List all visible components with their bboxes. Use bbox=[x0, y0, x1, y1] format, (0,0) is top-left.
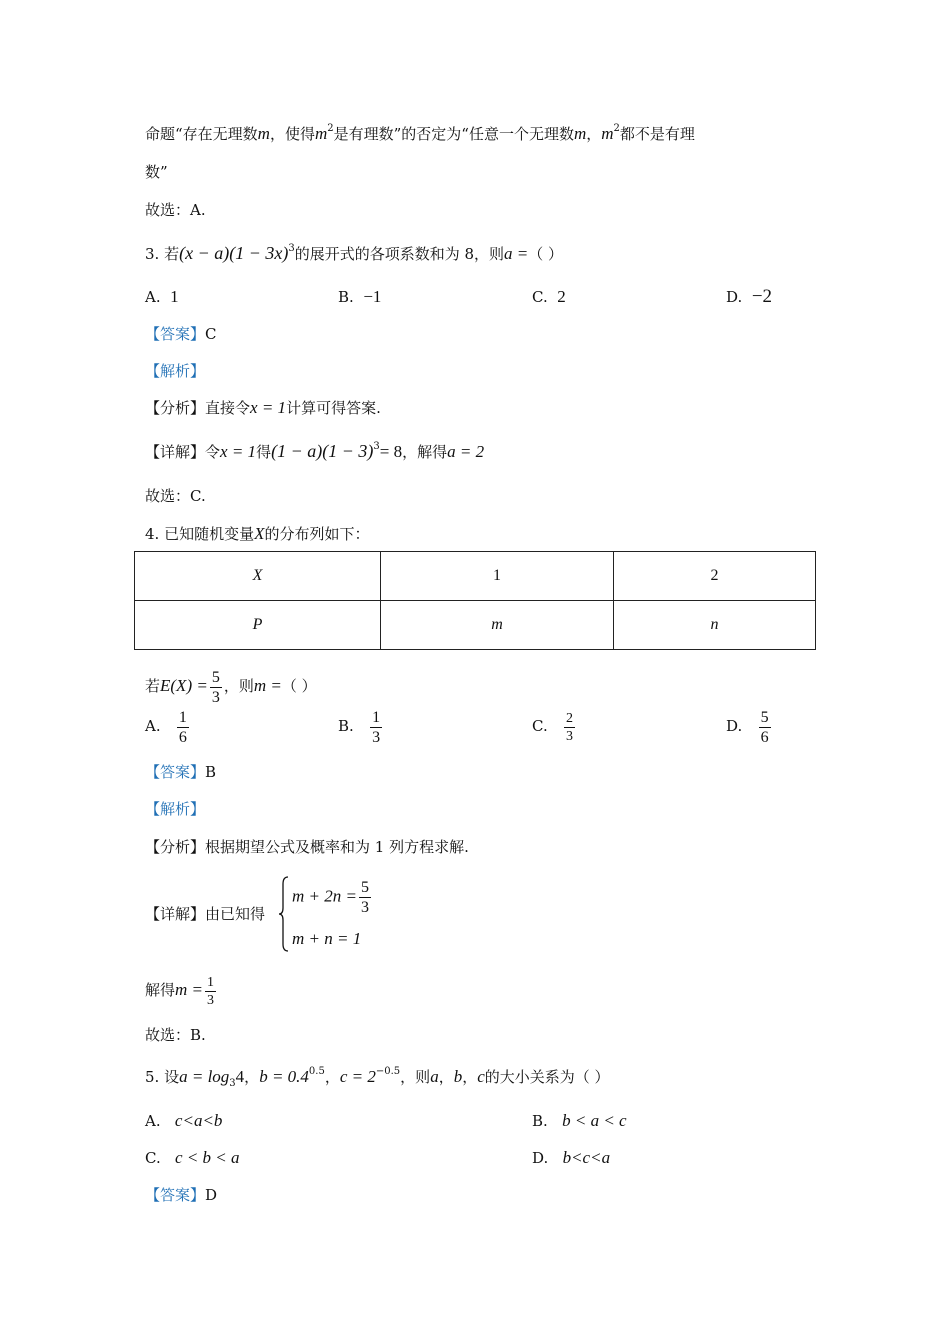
intro-text: 都不是有理 bbox=[619, 125, 695, 143]
intro-line-1 bbox=[145, 124, 695, 144]
q3-text: 的展开式的各项系数和为 8，则 bbox=[294, 245, 505, 263]
q4-condition: 若E(X) = $\frac{5}{3}$ ，则m =（ ） bbox=[145, 668, 317, 706]
table-cell: X bbox=[135, 552, 381, 601]
answer-value: C bbox=[205, 325, 217, 343]
intro-line-2: 数” bbox=[145, 163, 168, 181]
q3-option-c: C. 2 bbox=[532, 287, 566, 306]
q4-fenxi: 【分析】根据期望公式及概率和为 1 列方程求解. bbox=[145, 838, 469, 856]
answer-tag: 【答案】 bbox=[145, 325, 206, 343]
q3-detail: 【详解】令x = 1得$(1 - a)(1 - 3)^3= 8$，解得a = 2 bbox=[145, 441, 485, 461]
q3-fenxi: 【分析】直接令x = 1计算可得答案. bbox=[145, 398, 381, 417]
q3-paren: （ ） bbox=[528, 245, 564, 263]
q4-stem: 4. 已知随机变量X的分布列如下： bbox=[145, 524, 370, 543]
q5-option-c: C. c < b < a bbox=[145, 1148, 240, 1167]
table-cell: P bbox=[135, 601, 381, 650]
q3-var: a = bbox=[504, 244, 529, 263]
q4-option-b: B. $\frac{1}{3}$ bbox=[338, 708, 381, 746]
exponent: 3 bbox=[288, 243, 295, 254]
fraction: $\frac{5}{3}$ bbox=[211, 668, 220, 706]
distribution-table bbox=[134, 551, 816, 650]
table-cell: m bbox=[381, 601, 614, 650]
exponent: 2 bbox=[613, 123, 620, 134]
equation-1: m + 2n = $\frac{5}{3}$ bbox=[292, 879, 369, 916]
q3-expression: (x − a)(1 − 3x) bbox=[179, 243, 289, 263]
q5-option-a: A. c<a<b bbox=[145, 1111, 223, 1130]
math-var: m bbox=[314, 124, 328, 143]
q4-solve: 解得m = $\frac{1}{3}$ bbox=[145, 974, 215, 1008]
table-cell: n bbox=[614, 601, 816, 650]
q3-prefix: 3. 若 bbox=[145, 245, 180, 263]
q4-answer: 【答案】B bbox=[145, 763, 217, 781]
intro-text: 是有理数”的否定为“任意一个无理数 bbox=[333, 125, 574, 143]
table-cell: 1 bbox=[381, 552, 614, 601]
q3-option-d: D. −2 bbox=[726, 286, 773, 307]
table-row bbox=[135, 552, 816, 601]
intro-choice: 故选：A. bbox=[145, 201, 206, 219]
left-brace bbox=[279, 876, 289, 952]
q4-choice: 故选：B. bbox=[145, 1026, 206, 1044]
q5-option-d: D. b<c<a bbox=[532, 1148, 611, 1167]
q3-option-b: B. −1 bbox=[338, 287, 382, 306]
q5-answer: 【答案】D bbox=[145, 1186, 218, 1204]
equation-2: m + n = 1 bbox=[292, 929, 362, 948]
math-var: m bbox=[573, 124, 587, 143]
q3-choice: 故选：C. bbox=[145, 487, 206, 505]
q4-detail: 【详解】由已知得 bbox=[145, 905, 266, 923]
exponent: 2 bbox=[327, 123, 334, 134]
q3-stem bbox=[145, 243, 563, 264]
q4-option-d: D. $\frac{5}{6}$ bbox=[726, 708, 769, 746]
q4-option-a: A. $\frac{1}{6}$ bbox=[145, 708, 187, 746]
math-var: m bbox=[601, 124, 614, 143]
q3-analysis-tag: 【解析】 bbox=[145, 362, 206, 380]
intro-text: ，使得 bbox=[269, 125, 315, 143]
q4-option-c: C. $\frac{2}{3}$ bbox=[532, 710, 574, 744]
table-row bbox=[135, 601, 816, 650]
q5-option-b: B. b < a < c bbox=[532, 1111, 627, 1130]
q5-stem: 5. 设$a = \log_34$，$b = 0.4^{0.5}$，$c = 2^{-0.5}$，则a，b，c的大小关系为（ ） bbox=[145, 1066, 610, 1089]
math-var: m bbox=[257, 124, 270, 143]
intro-text: 命题“存在无理数 bbox=[145, 125, 258, 143]
q3-option-a: A. 1 bbox=[145, 287, 179, 306]
q3-answer bbox=[145, 324, 217, 344]
table-cell: 2 bbox=[614, 552, 816, 601]
q4-analysis-tag: 【解析】 bbox=[145, 800, 206, 818]
intro-text: ， bbox=[586, 125, 602, 143]
